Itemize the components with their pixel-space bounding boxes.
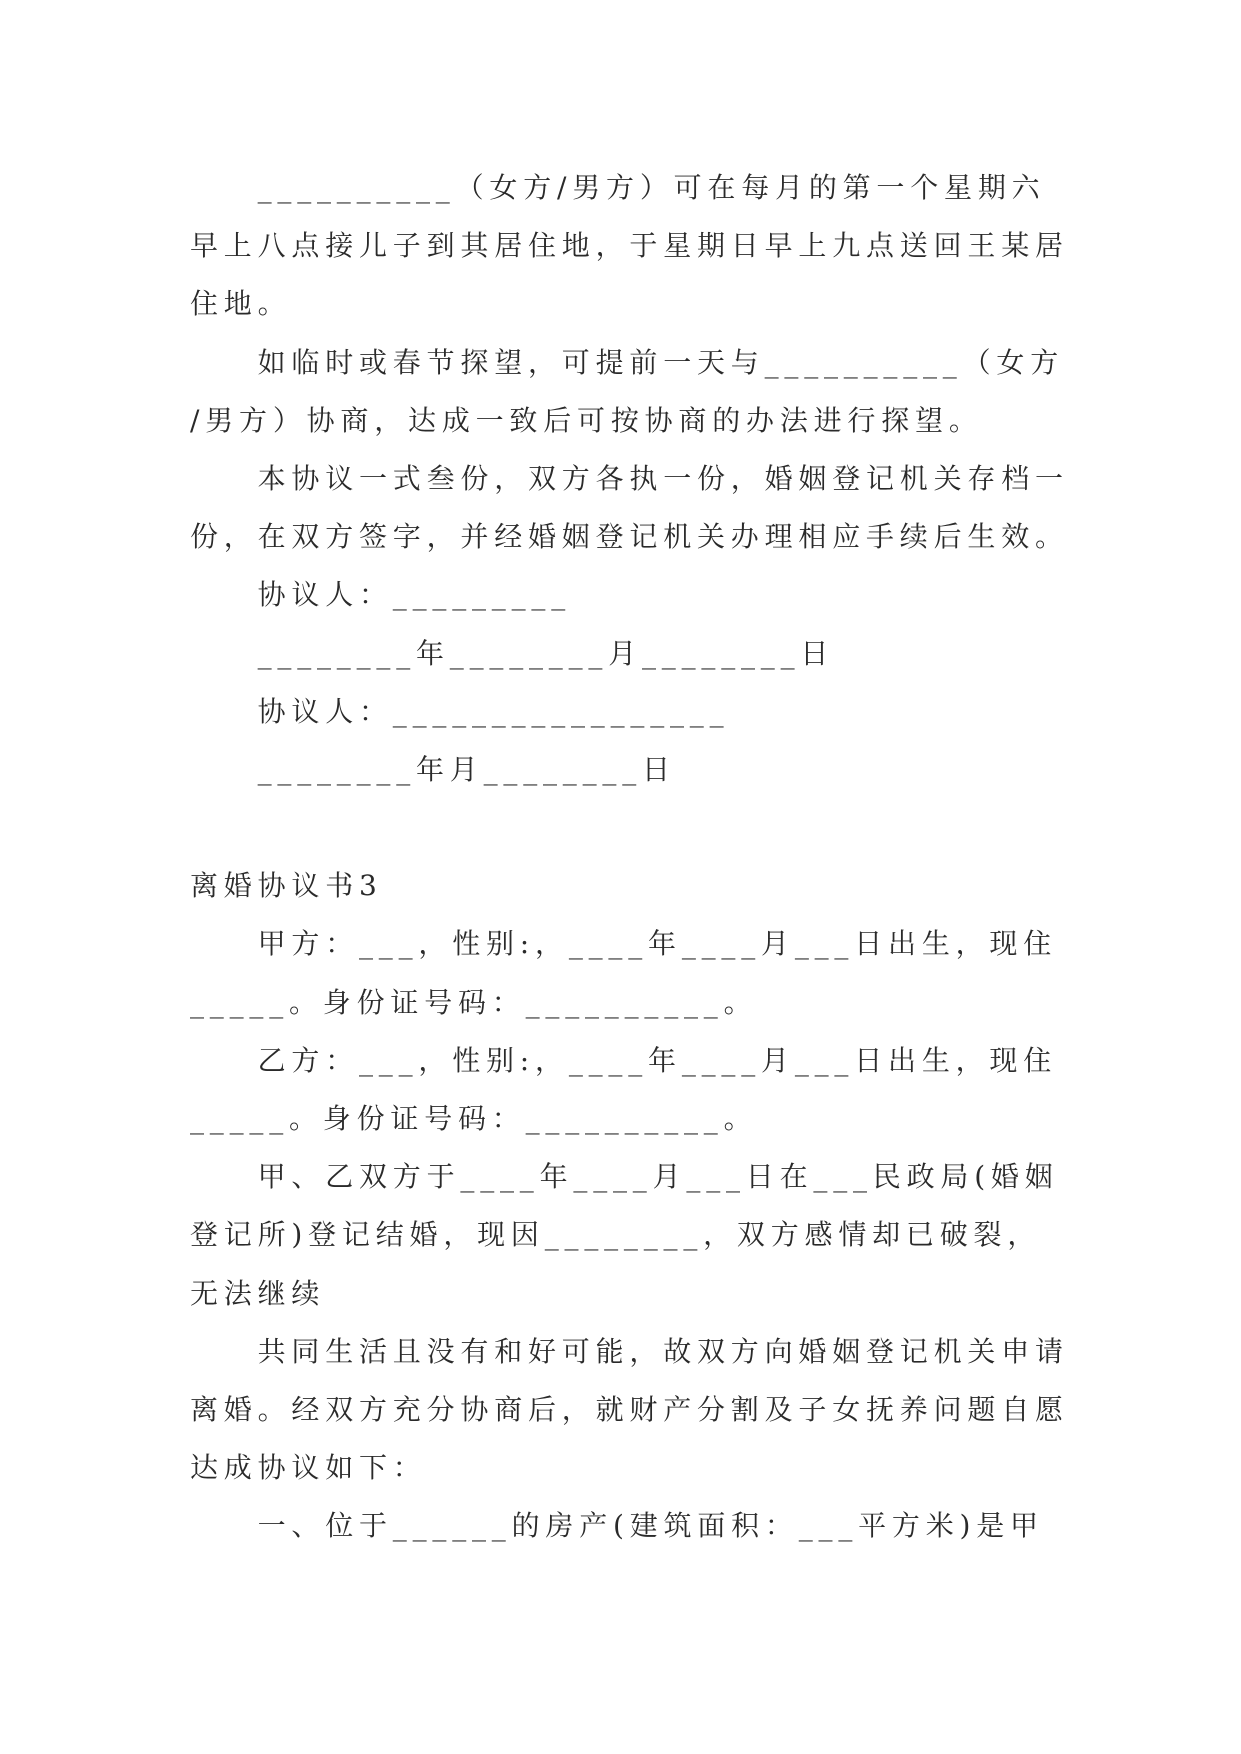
text-line: 甲方：___，性别:，____年____月___日出生，现住 xyxy=(257,927,1058,961)
date-line: ________年月________日 xyxy=(257,752,676,786)
signatory-line: 协议人：_________ xyxy=(257,578,571,612)
text-line: 达成协议如下： xyxy=(190,1451,427,1485)
text-line: 住地。 xyxy=(190,287,292,321)
text-line: 一、位于______的房产(建筑面积：___平方米)是甲 xyxy=(257,1509,1044,1543)
text-line: 无法继续 xyxy=(190,1276,326,1310)
text-line: __________（女方/男方）可在每月的第一个星期六 xyxy=(257,171,1046,204)
text-line: 份，在双方签字，并经婚姻登记机关办理相应手续后生效。 xyxy=(190,520,1069,554)
section-heading: 离婚协议书3 xyxy=(190,869,383,903)
document-body xyxy=(190,159,1190,1556)
text-line: 早上八点接儿子到其居住地，于星期日早上九点送回王某居 xyxy=(190,229,1069,263)
text-line: 本协议一式叁份，双方各执一份，婚姻登记机关存档一 xyxy=(257,461,1069,495)
text-line: 共同生活且没有和好可能，故双方向婚姻登记机关申请 xyxy=(257,1334,1069,1368)
signatory-line: 协议人：_________________ xyxy=(257,694,730,728)
text-line: 甲、乙双方于____年____月___日在___民政局(婚姻 xyxy=(257,1160,1059,1194)
text-line: _____。身份证号码：__________。 xyxy=(190,1102,758,1135)
text-line: 如临时或春节探望，可提前一天与__________（女方 xyxy=(257,345,1064,379)
text-line: 离婚。经双方充分协商后，就财产分割及子女抚养问题自愿 xyxy=(190,1392,1069,1426)
text-line: /男方）协商，达成一致后可按协商的办法进行探望。 xyxy=(190,403,983,437)
text-line: 乙方：___，性别:，____年____月___日出生，现住 xyxy=(257,1043,1058,1077)
text-line: 登记所)登记结婚，现因________，双方感情却已破裂， xyxy=(190,1218,1042,1252)
text-line: _____。身份证号码：__________。 xyxy=(190,985,758,1019)
blank-line xyxy=(190,799,1190,857)
date-line: ________年________月________日 xyxy=(257,636,835,670)
